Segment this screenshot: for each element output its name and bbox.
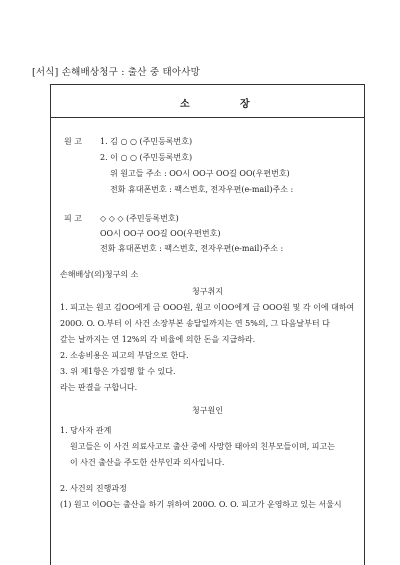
- claim-purpose-line-2: 200O. O. O.부터 이 사건 소장부본 송달일까지는 연 5%의, 그 다음날부터 다: [60, 319, 330, 328]
- title-char-1: 소: [180, 99, 190, 110]
- claim-purpose-heading: 청구취지: [192, 287, 223, 296]
- claim-cause-section-1-line-2: 이 사건 출산을 주도한 산부인과 의사입니다.: [70, 458, 225, 467]
- claim-cause-section-1-title: 1. 당사자 관계: [60, 426, 112, 435]
- form-label: [서식] 손해배상청구 : 출산 중 태아사망: [32, 67, 200, 78]
- plaintiff-1: 1. 김 ○ ○ (주민등록번호): [100, 137, 193, 146]
- title-row: [51, 85, 364, 118]
- plaintiff-contact: 전화 휴대폰번호 : 팩스번호, 전자우편(e-mail)주소 :: [110, 185, 294, 194]
- claim-purpose-line-6: 라는 판결을 구합니다.: [60, 383, 138, 392]
- plaintiff-address: 위 원고들 주소 : OO시 OO구 OO길 OO(우편번호): [110, 169, 290, 178]
- claim-cause-heading: 청구원인: [192, 406, 223, 415]
- claim-purpose-line-1: 1. 피고는 원고 김OO에게 금 OOO원, 원고 이OO에게 금 OOO원 및 각 이에 대하여: [60, 303, 355, 312]
- claim-purpose-line-4: 2. 소송비용은 피고의 부담으로 한다.: [60, 351, 189, 360]
- defendant-name: ◇ ◇ ◇ (주민등록번호): [100, 214, 179, 223]
- claim-cause-section-1-line-1: 원고들은 이 사건 의료사고로 출산 중에 사망한 태아의 친부모들이며, 피고는: [70, 442, 335, 451]
- plaintiff-2: 2. 이 ○ ○ (주민등록번호): [100, 153, 193, 162]
- document-frame: [50, 84, 365, 565]
- defendant-address: OO시 OO구 OO길 OO(우편번호): [100, 229, 221, 238]
- defendant-contact: 전화 휴대폰번호 : 팩스번호, 전자우편(e-mail)주소 :: [100, 244, 284, 253]
- defendant-role: 피 고: [64, 214, 82, 223]
- title-char-2: 장: [240, 99, 250, 110]
- claim-purpose-line-5: 3. 위 제1항은 가집행 할 수 있다.: [60, 367, 176, 376]
- plaintiff-role: 원 고: [64, 137, 82, 146]
- case-name: 손해배상(의)청구의 소: [60, 270, 139, 279]
- claim-cause-section-2-title: 2. 사건의 진행과정: [60, 484, 127, 493]
- claim-cause-section-2-line-1: (1) 원고 이OO는 출산을 하기 위하여 200O. O. O. 피고가 운영하고 있는 서울시: [60, 500, 342, 509]
- claim-purpose-line-3: 갚는 날까지는 연 12%의 각 비율에 의한 돈을 지급하라.: [60, 335, 256, 344]
